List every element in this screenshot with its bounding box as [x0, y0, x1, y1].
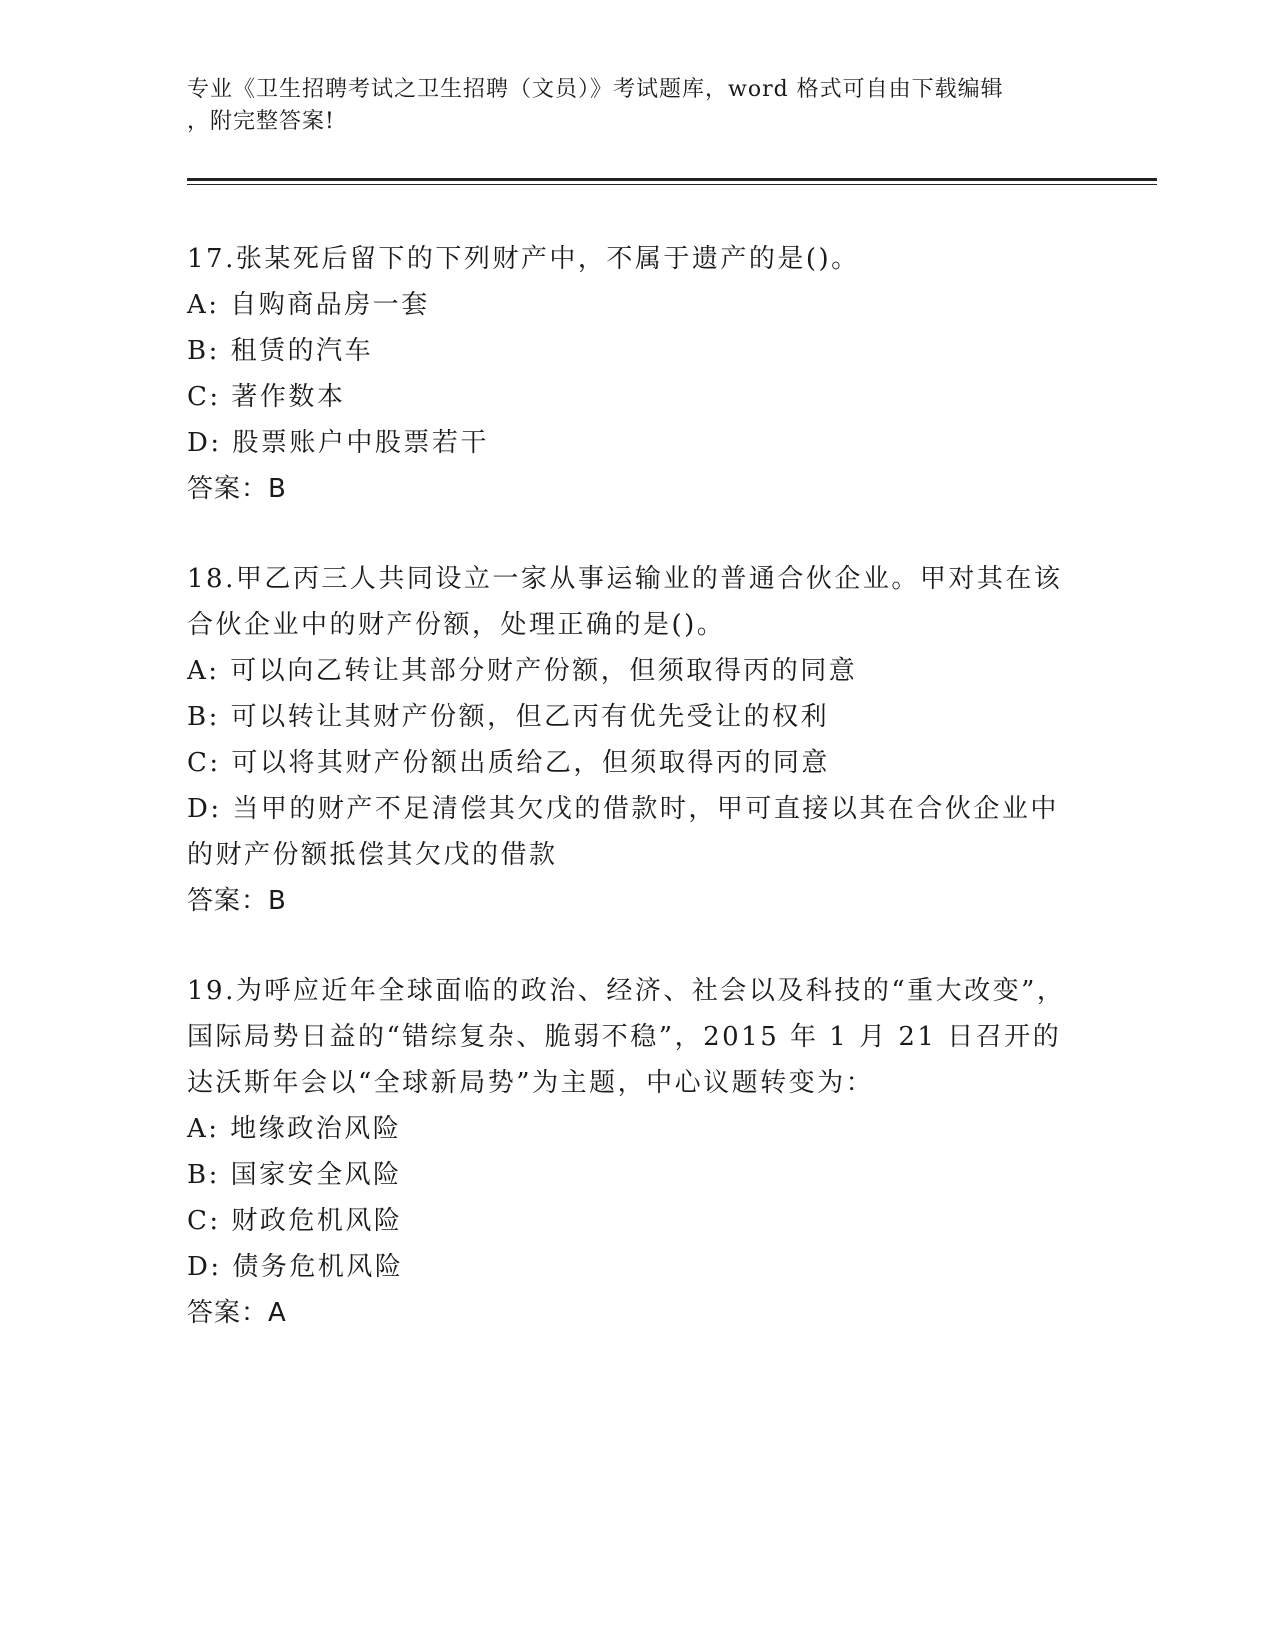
document-header [187, 74, 1067, 138]
header-line-1: 专业《卫生招聘考试之卫生招聘（文员）》考试题库，word 格式可自由下载编辑 [187, 77, 1004, 102]
option-c: C: 著作数本 [187, 382, 346, 412]
header-divider-thick [187, 178, 1157, 181]
question-stem: 17.张某死后留下的下列财产中，不属于遗产的是()。 [187, 244, 860, 274]
question-stem: 19.为呼应近年全球面临的政治、经济、社会以及科技的“重大改变”，国际局势日益的“错综复杂、脆弱不稳”，2015 年 1 月 21 日召开的达沃斯年会以“全球新局势”为主题，中心议题转变为： [187, 976, 1066, 1098]
answer-line: 答案：B [187, 474, 287, 504]
option-d: D: 债务危机风险 [187, 1252, 404, 1282]
option-a: A: 可以向乙转让其部分财产份额，但须取得丙的同意 [187, 656, 858, 686]
option-a: A: 自购商品房一套 [187, 290, 430, 320]
question-19 [187, 968, 1087, 1336]
answer-line: 答案：B [187, 886, 287, 916]
option-b: B: 租赁的汽车 [187, 336, 374, 366]
option-b: B: 国家安全风险 [187, 1160, 402, 1190]
option-b: B: 可以转让其财产份额，但乙丙有优先受让的权利 [187, 702, 830, 732]
question-stem: 18.甲乙丙三人共同设立一家从事运输业的普通合伙企业。甲对其在该合伙企业中的财产份额，处理正确的是()。 [187, 564, 1063, 640]
question-17 [187, 236, 1087, 512]
header-divider-thin [187, 184, 1157, 185]
question-18 [187, 556, 1087, 924]
option-d: D: 当甲的财产不足清偿其欠戊的借款时，甲可直接以其在合伙企业中的财产份额抵偿其欠戊的借款 [187, 794, 1059, 870]
option-c: C: 财政危机风险 [187, 1206, 403, 1236]
answer-line: 答案：A [187, 1298, 287, 1328]
option-c: C: 可以将其财产份额出质给乙，但须取得丙的同意 [187, 748, 830, 778]
option-a: A: 地缘政治风险 [187, 1114, 402, 1144]
option-d: D: 股票账户中股票若干 [187, 428, 489, 458]
header-line-2: ，附完整答案! [187, 109, 335, 134]
